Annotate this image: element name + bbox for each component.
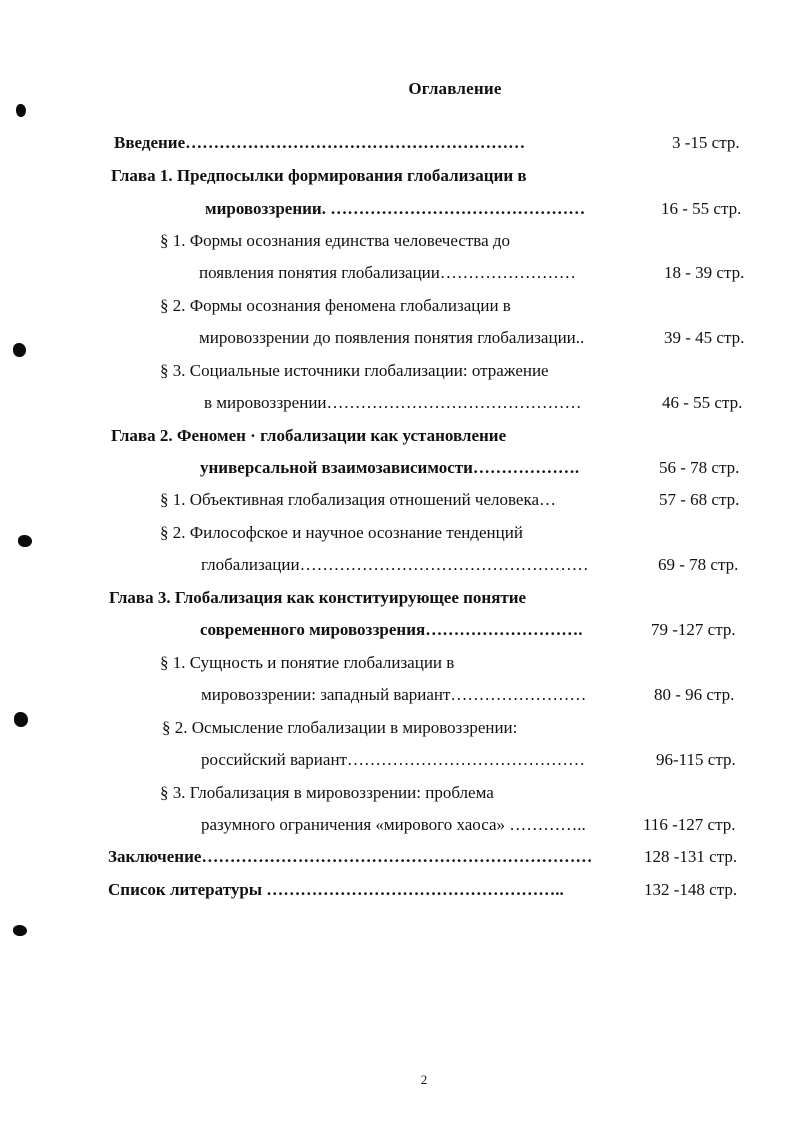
toc-entry-text: Список литературы ……………………………………………..: [108, 880, 564, 899]
toc-entry-text: Глава 3. Глобализация как конституирующее понятие: [109, 588, 527, 607]
toc-entry-text: разумного ограничения «мирового хаоса» …………..: [201, 815, 586, 834]
toc-page-range: 132 -148 стр.: [644, 880, 738, 899]
binder-hole-mark: [16, 104, 26, 117]
toc-page-range: 3 -15 стр.: [672, 133, 740, 152]
toc-page-range: 16 - 55 стр.: [661, 199, 742, 218]
toc-entry-text: в мировоззрении………………………………………: [204, 393, 582, 412]
toc-page-range: 57 - 68 стр.: [659, 490, 740, 509]
toc-entry-text: появления понятия глобализации……………………: [199, 263, 576, 282]
binder-hole-mark: [13, 925, 27, 936]
toc-entry-text: мировоззрении: западный вариант……………………: [201, 685, 587, 704]
toc-entry-text: мировоззрении. ………………………………………: [205, 199, 586, 218]
toc-page-range: 56 - 78 стр.: [659, 458, 740, 477]
toc-entry-text: § 2. Философское и научное осознание тенденций: [160, 523, 523, 542]
toc-page-range: 96-115 стр.: [656, 750, 736, 769]
binder-hole-mark: [13, 343, 26, 357]
toc-page-range: 80 - 96 стр.: [654, 685, 735, 704]
toc-page-range: 69 - 78 стр.: [658, 555, 739, 574]
toc-entry-text: § 1. Сущность и понятие глобализации в: [160, 653, 455, 672]
toc-entry-text: универсальной взаимозависимости……………….: [200, 458, 580, 477]
toc-entry-text: Глава 2. Феномен · глобализации как установление: [111, 426, 507, 445]
toc-entry-text: современного мировоззрения……………………….: [200, 620, 583, 639]
toc-page-range: 79 -127 стр.: [651, 620, 736, 639]
toc-entry-text: Введение……………………………………………………: [114, 133, 526, 152]
toc-entry-text: § 3. Социальные источники глобализации: отражение: [160, 361, 549, 380]
page-number: 2: [420, 1072, 428, 1087]
toc-page-range: 18 - 39 стр.: [664, 263, 745, 282]
toc-entry-text: § 2. Осмысление глобализации в мировоззрении:: [162, 718, 518, 737]
toc-entry-text: Глава 1. Предпосылки формирования глобализации в: [111, 166, 527, 185]
toc-entry-text: § 3. Глобализация в мировоззрении: проблема: [160, 783, 494, 802]
binder-hole-mark: [18, 535, 32, 547]
page-title: Оглавление: [408, 79, 502, 98]
toc-entry-text: Заключение……………………………………………………………: [108, 847, 593, 866]
toc-entry-text: § 2. Формы осознания феномена глобализации в: [160, 296, 511, 315]
toc-page-range: 116 -127 стр.: [643, 815, 736, 834]
toc-page-range: 39 - 45 стр.: [664, 328, 745, 347]
toc-entry-text: § 1. Объективная глобализация отношений человека…: [160, 490, 557, 509]
toc-entry-text: российский вариант……………………………………: [201, 750, 585, 769]
toc-page-range: 46 - 55 стр.: [662, 393, 743, 412]
binder-hole-mark: [14, 712, 28, 727]
toc-entry-text: глобализации……………………………………………: [201, 555, 589, 574]
toc-entry-text: § 1. Формы осознания единства человечества до: [160, 231, 511, 250]
toc-entry-text: мировоззрении до появления понятия глобализации..: [199, 328, 585, 347]
toc-page-range: 128 -131 стр.: [644, 847, 738, 866]
